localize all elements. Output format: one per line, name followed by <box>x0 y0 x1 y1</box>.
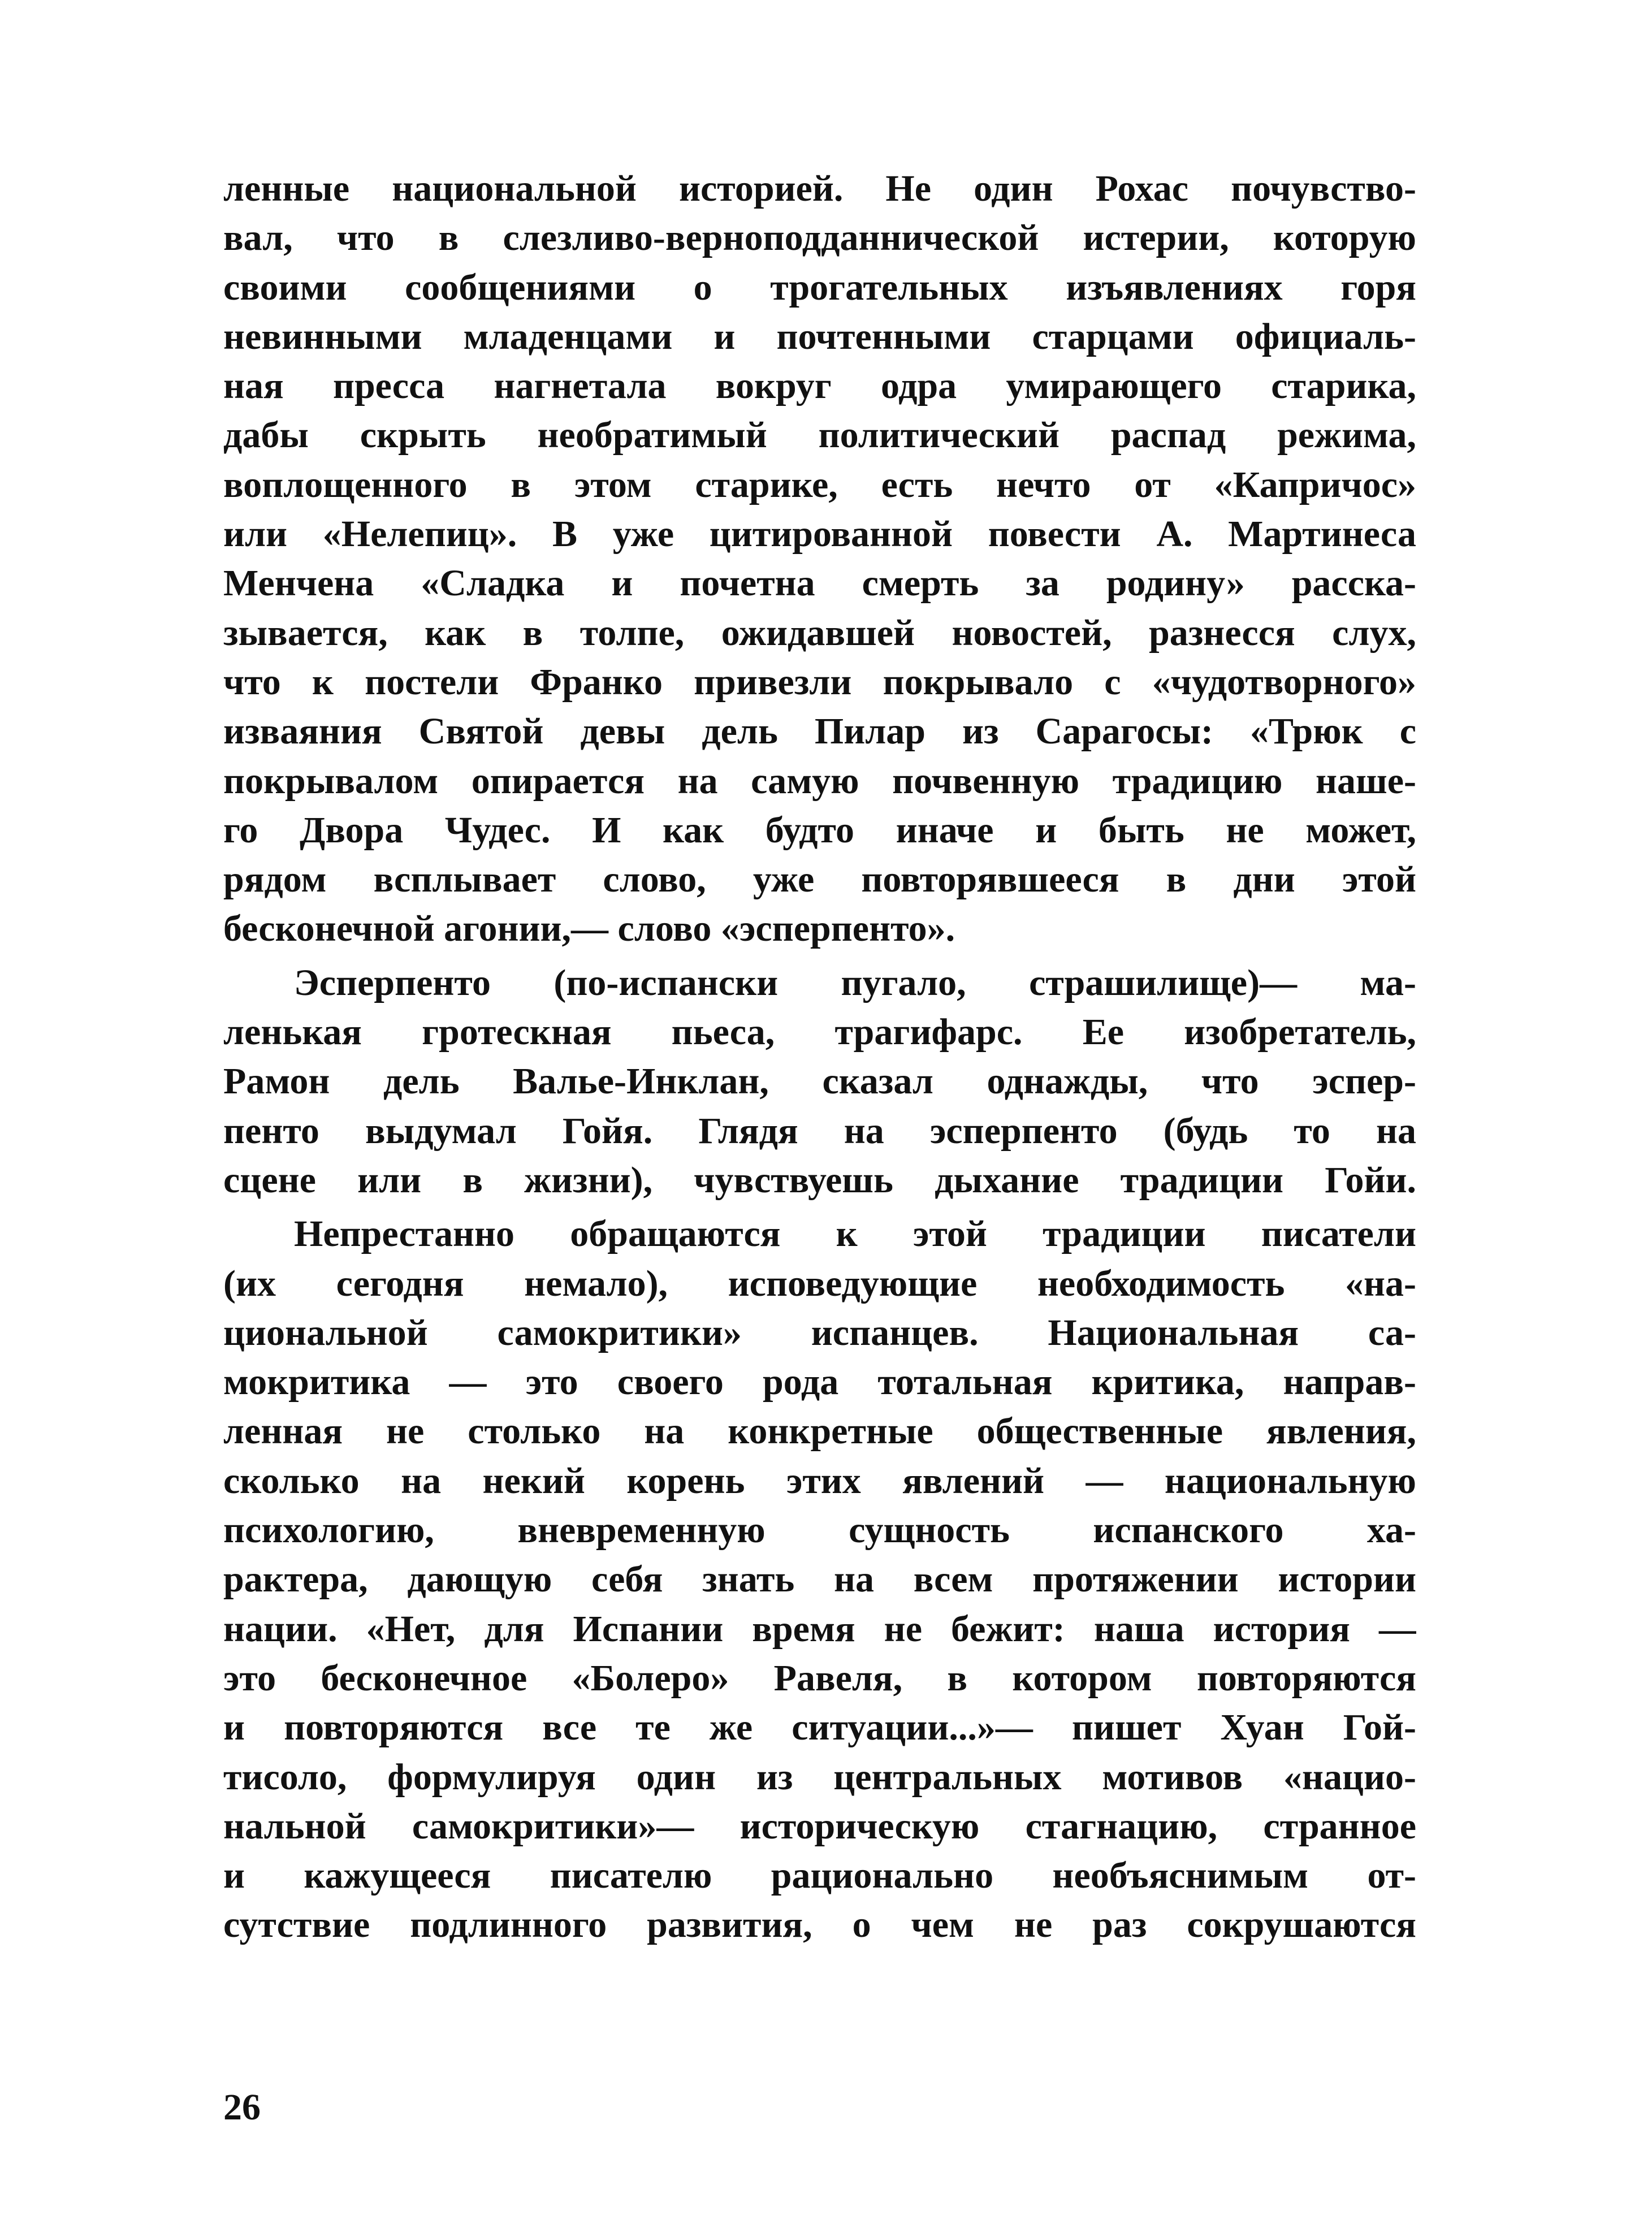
paragraph <box>223 1209 1416 1949</box>
text-line: зывается, как в толпе, ожидавшей новостей, разнесся слух, <box>223 612 1416 654</box>
text-line: ленные национальной историей. Не один Рохас почувство- <box>223 168 1416 209</box>
text-line: изваяния Святой девы дель Пилар из Сарагосы: «Трюк с <box>223 711 1416 752</box>
text-line: воплощенного в этом старике, есть нечто от «Капричос» <box>223 464 1416 505</box>
text-line: покрывалом опирается на самую почвенную традицию наше- <box>223 760 1416 802</box>
text-line: мокритика — это своего рода тотальная критика, направ- <box>223 1361 1416 1403</box>
text-line: Эсперпенто (по-испански пугало, страшилище)— ма- <box>294 962 1416 1003</box>
paragraph-gap <box>223 1205 1416 1209</box>
text-line: бесконечной агонии,— слово «эсперпенто». <box>223 908 955 950</box>
text-line: вал, что в слезливо-верноподданнической истерии, которую <box>223 217 1416 259</box>
text-line: своими сообщениями о трогательных изъявлениях горя <box>223 266 1416 308</box>
text-line: циональной самокритики» испанцев. Национальная са- <box>223 1312 1416 1353</box>
page-number: 26 <box>223 2087 261 2128</box>
text-line: Менчена «Сладка и почетна смерть за родину» расска- <box>223 563 1416 604</box>
text-line: ная пресса нагнетала вокруг одра умирающего старика, <box>223 365 1416 407</box>
text-line: сцене или в жизни), чувствуешь дыхание традиции Гойи. <box>223 1159 1416 1201</box>
text-line: и кажущееся писателю рационально необъяснимым от- <box>223 1855 1416 1897</box>
text-line: невинными младенцами и почтенными старцами официаль- <box>223 315 1416 357</box>
text-line: Непрестанно обращаются к этой традиции писатели <box>294 1213 1416 1255</box>
text-line: сутствие подлинного развития, о чем не раз сокрушаются <box>223 1904 1416 1946</box>
text-line: психологию, вневременную сущность испанского ха- <box>223 1509 1416 1551</box>
text-line: пенто выдумал Гойя. Глядя на эсперпенто (будь то на <box>223 1110 1416 1152</box>
text-line: ленная не столько на конкретные общественные явления, <box>223 1410 1416 1452</box>
text-line: рядом всплывает слово, уже повторявшееся в дни этой <box>223 859 1416 901</box>
text-line: го Двора Чудес. И как будто иначе и быть не может, <box>223 809 1416 851</box>
text-line: это бесконечное «Болеро» Равеля, в котором повторяются <box>223 1657 1416 1699</box>
text-line: сколько на некий корень этих явлений — национальную <box>223 1460 1416 1502</box>
text-line: рактера, дающую себя знать на всем протяжении истории <box>223 1559 1416 1600</box>
text-line: и повторяются все те же ситуации...»— пишет Хуан Гой- <box>223 1707 1416 1749</box>
paragraph <box>223 958 1416 1205</box>
text-line: дабы скрыть необратимый политический распад режима, <box>223 414 1416 456</box>
text-line: Рамон дель Валье-Инклан, сказал однажды, что эспер- <box>223 1061 1416 1102</box>
text-line: нальной самокритики»— историческую стагнацию, странное <box>223 1805 1416 1847</box>
text-line: или «Нелепиц». В уже цитированной повести А. Мартинеса <box>223 513 1416 555</box>
paragraph-gap <box>223 954 1416 958</box>
text-line: что к постели Франко привезли покрывало с «чудотворного» <box>223 661 1416 703</box>
body-text <box>223 164 1416 1950</box>
text-line: (их сегодня немало), исповедующие необходимость «на- <box>223 1262 1416 1304</box>
paragraph <box>223 164 1416 954</box>
text-line: нации. «Нет, для Испании время не бежит: наша история — <box>223 1608 1416 1650</box>
text-line: ленькая гротескная пьеса, трагифарс. Ее изобретатель, <box>223 1011 1416 1053</box>
text-line: тисоло, формулируя один из центральных мотивов «нацио- <box>223 1756 1416 1798</box>
